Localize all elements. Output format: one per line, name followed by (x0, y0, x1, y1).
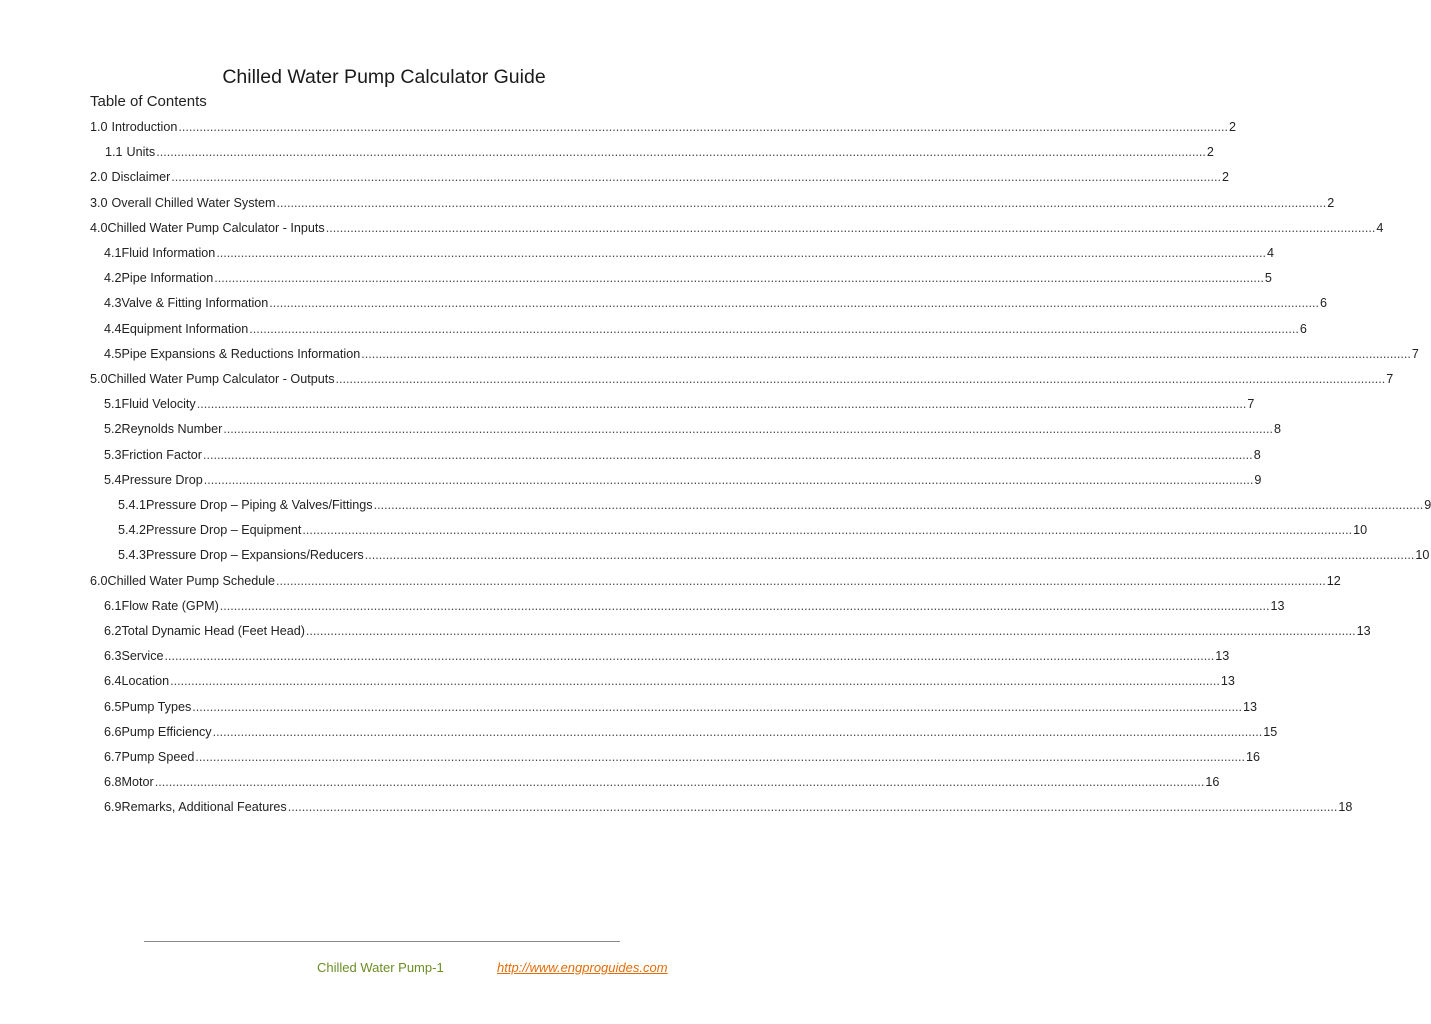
toc-entry-label: Overall Chilled Water System (111, 195, 276, 210)
toc-entry[interactable] (104, 617, 1371, 639)
toc-dot-leader: ............................................................................................................................................................................................................................................................................................................ (203, 447, 1253, 462)
toc-entry[interactable] (104, 390, 1255, 412)
toc-dot-leader: ............................................................................................................................................................................................................................................................................................................ (195, 750, 1246, 764)
toc-entry[interactable] (104, 793, 1353, 815)
toc-entry-page-number: 6 (1299, 321, 1307, 336)
toc-entry-label: Pipe Expansions & Reductions Information (121, 346, 361, 361)
toc-entry-number: 6.6 (104, 724, 122, 739)
toc-entry-number: 4.3 (104, 296, 122, 311)
toc-dot-leader: ............................................................................................................................................................................................................................................................................................................ (276, 573, 1326, 588)
toc-dot-leader: ............................................................................................................................................................................................................................................................................................................ (214, 271, 1264, 286)
toc-dot-leader: ............................................................................................................................................................................................................................................................................................................ (171, 170, 1221, 185)
toc-dot-leader: ............................................................................................................................................................................................................................................................................................................ (373, 498, 1424, 512)
toc-entry[interactable] (118, 516, 1368, 538)
toc-entry-number: 6.3 (104, 649, 122, 664)
page-title: Chilled Water Pump Calculator Guide (222, 66, 546, 88)
toc-dot-leader: ............................................................................................................................................................................................................................................................................................................ (305, 624, 1356, 638)
toc-entry-label: Disclaimer (111, 170, 171, 185)
toc-entry[interactable] (90, 113, 1237, 135)
toc-entry-page-number: 8 (1253, 447, 1261, 462)
toc-entry-number: 6.2 (104, 624, 122, 638)
toc-entry[interactable] (90, 163, 1229, 185)
toc-entry[interactable] (104, 315, 1307, 337)
footer-divider (144, 941, 620, 942)
toc-entry-page-number: 2 (1206, 145, 1214, 160)
toc-entry[interactable] (104, 592, 1285, 614)
toc-entry[interactable] (104, 768, 1220, 790)
toc-dot-leader: ............................................................................................................................................................................................................................................................................................................ (196, 397, 1247, 412)
toc-dot-leader: ............................................................................................................................................................................................................................................................................................................ (223, 422, 1273, 437)
toc-entry-page-number: 12 (1326, 573, 1341, 588)
toc-entry-number: 5.0 (90, 372, 108, 386)
toc-entry-page-number: 18 (1338, 800, 1353, 815)
toc-entry[interactable] (104, 264, 1272, 286)
toc-entry-label: Pipe Information (121, 271, 214, 286)
toc-entry[interactable] (104, 441, 1261, 463)
toc-entry[interactable] (104, 239, 1275, 261)
toc-entry[interactable] (104, 340, 1419, 362)
toc-entry-page-number: 7 (1386, 372, 1394, 386)
toc-entry-label: Valve & Fitting Information (121, 296, 269, 311)
toc-entry-label: Service (121, 649, 164, 664)
toc-entry-page-number: 7 (1247, 397, 1255, 412)
toc-entry-label: Chilled Water Pump Calculator - Outputs (107, 372, 335, 386)
toc-entry-page-number: 4 (1376, 220, 1384, 235)
toc-entry[interactable] (90, 189, 1335, 211)
toc-entry[interactable] (104, 466, 1262, 488)
toc-entry-number: 5.4.2 (118, 523, 147, 538)
toc-entry-page-number: 4 (1267, 246, 1275, 260)
toc-entry-label: Location (121, 674, 170, 689)
toc-entry-number: 6.7 (104, 750, 122, 764)
toc-entry[interactable] (90, 214, 1384, 236)
toc-entry-number: 6.4 (104, 674, 122, 689)
toc-entry-number: 4.4 (104, 321, 122, 336)
toc-entry[interactable] (104, 718, 1278, 740)
toc-entry-page-number: 2 (1229, 120, 1237, 134)
toc-dot-leader: ............................................................................................................................................................................................................................................................................................................ (216, 246, 1266, 260)
toc-entry[interactable] (105, 138, 1214, 160)
toc-entry-page-number: 13 (1356, 624, 1371, 638)
toc-dot-leader: ............................................................................................................................................................................................................................................................................................................ (192, 699, 1242, 714)
toc-entry-label: Fluid Velocity (121, 397, 196, 412)
toc-dot-leader: ............................................................................................................................................................................................................................................................................................................ (170, 674, 1220, 689)
toc-heading: Table of Contents (90, 93, 207, 110)
toc-dot-leader: ............................................................................................................................................................................................................................................................................................................ (361, 346, 1411, 361)
toc-dot-leader: ............................................................................................................................................................................................................................................................................................................ (364, 548, 1415, 563)
toc-entry-number: 6.0 (90, 573, 108, 588)
toc-dot-leader: ............................................................................................................................................................................................................................................................................................................ (212, 724, 1263, 739)
toc-dot-leader: ............................................................................................................................................................................................................................................................................................................ (156, 145, 1206, 160)
toc-entry[interactable] (104, 642, 1230, 664)
toc-entry-number: 6.1 (104, 598, 122, 613)
toc-entry-label: Chilled Water Pump Calculator - Inputs (107, 220, 325, 235)
toc-entry-page-number: 16 (1205, 775, 1220, 790)
toc-entry-label: Chilled Water Pump Schedule (107, 573, 276, 588)
toc-entry-label: Introduction (111, 120, 178, 134)
toc-dot-leader: ............................................................................................................................................................................................................................................................................................................ (287, 800, 1338, 815)
toc-entry-label: Remarks, Additional Features (121, 800, 287, 815)
toc-dot-leader: ............................................................................................................................................................................................................................................................................................................ (276, 195, 1327, 210)
footer-website-link[interactable]: http://www.engproguides.com (497, 960, 668, 975)
toc-entry-page-number: 13 (1220, 674, 1235, 689)
toc-entry-page-number: 10 (1415, 548, 1430, 563)
toc-entry-label: Pump Types (121, 699, 192, 714)
toc-entry-number: 5.4 (104, 472, 122, 487)
toc-entry-number: 4.0 (90, 220, 108, 235)
toc-entry-page-number: 13 (1270, 598, 1285, 613)
toc-entry-page-number: 13 (1242, 699, 1257, 714)
toc-entry-page-number: 5 (1264, 271, 1272, 286)
toc-entry-number: 6.5 (104, 699, 122, 714)
toc-entry-label: Total Dynamic Head (Feet Head) (121, 624, 305, 638)
toc-entry-number: 4.2 (104, 271, 122, 286)
toc-entry[interactable] (104, 289, 1327, 311)
toc-entry-number: 4.1 (104, 246, 122, 260)
toc-entry-page-number: 15 (1263, 724, 1278, 739)
toc-entry-number: 5.3 (104, 447, 122, 462)
toc-entry-number: 5.1 (104, 397, 122, 412)
toc-entry-label: Pressure Drop – Equipment (146, 523, 302, 538)
toc-dot-leader: ............................................................................................................................................................................................................................................................................................................ (154, 775, 1205, 790)
toc-entry-label: Pressure Drop – Piping & Valves/Fittings (146, 498, 373, 512)
toc-entry[interactable] (104, 667, 1235, 689)
toc-dot-leader: ............................................................................................................................................................................................................................................................................................................ (178, 120, 1229, 134)
toc-entry-label: Units (126, 145, 156, 160)
toc-entry[interactable] (104, 693, 1257, 715)
toc-entry-number: 3.0 (90, 195, 108, 210)
toc-dot-leader: ............................................................................................................................................................................................................................................................................................................ (164, 649, 1215, 664)
toc-dot-leader: ............................................................................................................................................................................................................................................................................................................ (335, 372, 1386, 386)
toc-entry-page-number: 2 (1221, 170, 1229, 185)
toc-entry-number: 6.9 (104, 800, 122, 815)
footer-document-name: Chilled Water Pump-1 (317, 960, 444, 975)
toc-entry-label: Pressure Drop (121, 472, 203, 487)
toc-entry-number: 5.4.1 (118, 498, 147, 512)
toc-dot-leader: ............................................................................................................................................................................................................................................................................................................ (249, 321, 1299, 336)
toc-entry-label: Reynolds Number (121, 422, 223, 437)
toc-entry-page-number: 13 (1215, 649, 1230, 664)
toc-entry-page-number: 7 (1411, 346, 1419, 361)
toc-entry-page-number: 9 (1424, 498, 1431, 512)
toc-entry-label: Motor (121, 775, 154, 790)
toc-entry-number: 1.0 (90, 120, 108, 134)
toc-entry-number: 6.8 (104, 775, 122, 790)
toc-entry-label: Flow Rate (GPM) (121, 598, 219, 613)
toc-dot-leader: ............................................................................................................................................................................................................................................................................................................ (302, 523, 1353, 538)
toc-entry[interactable] (118, 541, 1430, 563)
toc-entry[interactable] (90, 365, 1394, 387)
toc-entry-page-number: 8 (1274, 422, 1282, 437)
toc-entry[interactable] (90, 567, 1341, 589)
toc-entry-page-number: 10 (1353, 523, 1368, 538)
toc-entry-label: Pump Speed (121, 750, 195, 764)
toc-entry-page-number: 9 (1254, 472, 1262, 487)
toc-entry-label: Friction Factor (121, 447, 202, 462)
toc-entry-page-number: 16 (1246, 750, 1261, 764)
toc-dot-leader: ............................................................................................................................................................................................................................................................................................................ (325, 220, 1376, 235)
toc-dot-leader: ............................................................................................................................................................................................................................................................................................................ (203, 472, 1254, 487)
toc-entry-label: Pump Efficiency (121, 724, 212, 739)
toc-entry-label: Equipment Information (121, 321, 249, 336)
toc-dot-leader: ............................................................................................................................................................................................................................................................................................................ (269, 296, 1319, 311)
toc-dot-leader: ............................................................................................................................................................................................................................................................................................................ (219, 598, 1270, 613)
toc-entry-label: Fluid Information (121, 246, 216, 260)
toc-entry-number: 4.5 (104, 346, 122, 361)
toc-entry[interactable] (104, 415, 1282, 437)
toc-entry-number: 1.1 (105, 145, 123, 160)
toc-entry[interactable] (118, 491, 1431, 513)
toc-entry-number: 5.4.3 (118, 548, 147, 563)
toc-entry-page-number: 6 (1319, 296, 1327, 311)
toc-entry-number: 2.0 (90, 170, 108, 185)
toc-entry[interactable] (104, 743, 1261, 765)
toc-entry-label: Pressure Drop – Expansions/Reducers (146, 548, 364, 563)
toc-entry-number: 5.2 (104, 422, 122, 437)
toc-entry-page-number: 2 (1327, 195, 1335, 210)
